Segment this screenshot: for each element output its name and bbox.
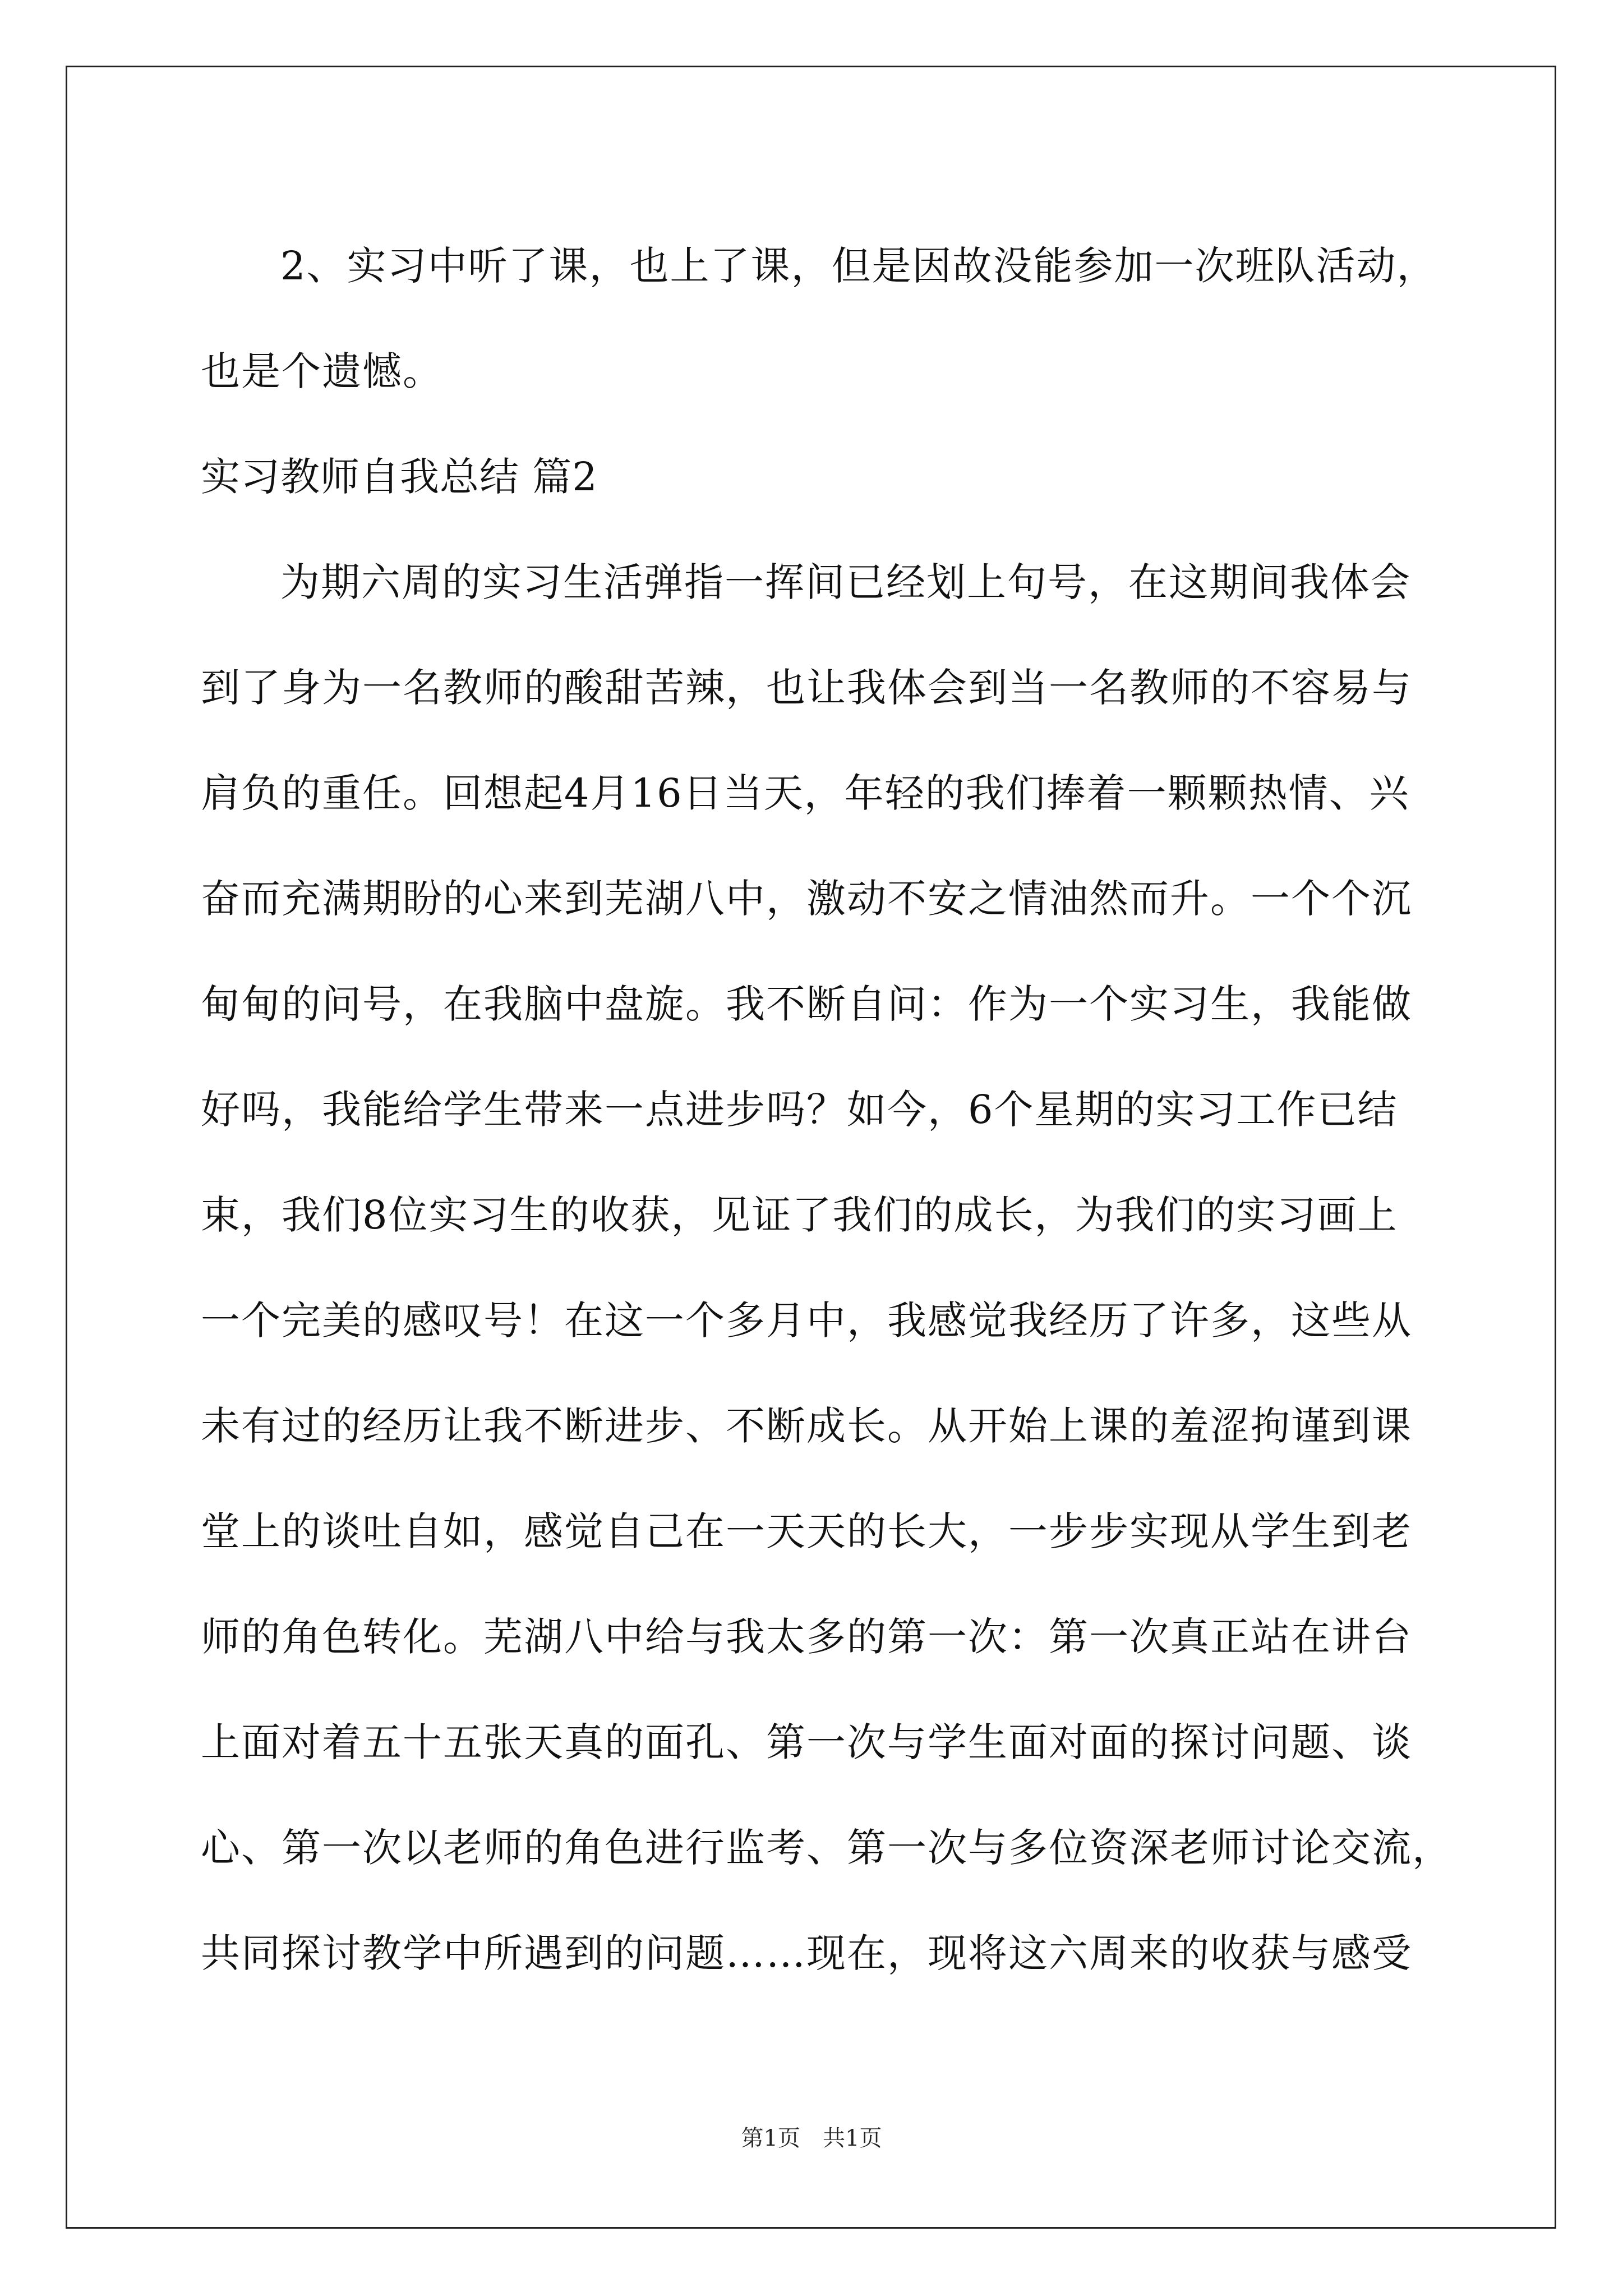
paragraph-line: 到了身为一名教师的酸甜苦辣，也让我体会到当一名教师的不容易与 [201,665,1412,711]
paragraph-line: 2、实习中听了课，也上了课，但是因故没能参加一次班队活动， [280,243,1437,289]
paragraph-line: 好吗，我能给学生带来一点进步吗？如今，6个星期的实习工作已结 [201,1087,1398,1133]
paragraph-line: 共同探讨教学中所遇到的问题……现在，现将这六周来的收获与感受 [201,1930,1412,1976]
paragraph-line: 甸甸的问号，在我脑中盘旋。我不断自问：作为一个实习生，我能做 [201,981,1412,1027]
paragraph-line: 未有过的经历让我不断进步、不断成长。从开始上课的羞涩拘谨到课 [201,1403,1412,1449]
page-footer: 第1页 共1页 [741,2125,882,2151]
paragraph-line: 束，我们8位实习生的收获，见证了我们的成长，为我们的实习画上 [201,1192,1398,1238]
paragraph-line: 为期六周的实习生活弹指一挥间已经划上句号，在这期间我体会 [280,559,1411,605]
paragraph-line: 奋而充满期盼的心来到芜湖八中，激动不安之情油然而升。一个个沉 [201,876,1412,922]
paragraph-line: 心、第一次以老师的角色进行监考、第一次与多位资深老师讨论交流， [201,1825,1453,1871]
paragraph-line: 上面对着五十五张天真的面孔、第一次与学生面对面的探讨问题、谈 [201,1719,1412,1765]
document-body [201,213,1453,2006]
paragraph-line: 一个完美的感叹号！在这一个多月中，我感觉我经历了许多，这些从 [201,1297,1412,1343]
paragraph-line: 也是个遗憾。 [201,348,443,394]
paragraph-line: 肩负的重任。回想起4月16日当天，年轻的我们捧着一颗颗热情、兴 [201,770,1410,816]
paragraph-line: 堂上的谈吐自如，感觉自己在一天天的长大，一步步实现从学生到老 [201,1508,1412,1554]
paragraph-line: 师的角色转化。芜湖八中给与我太多的第一次：第一次真正站在讲台 [201,1614,1412,1660]
section-heading: 实习教师自我总结 篇2 [201,454,598,500]
